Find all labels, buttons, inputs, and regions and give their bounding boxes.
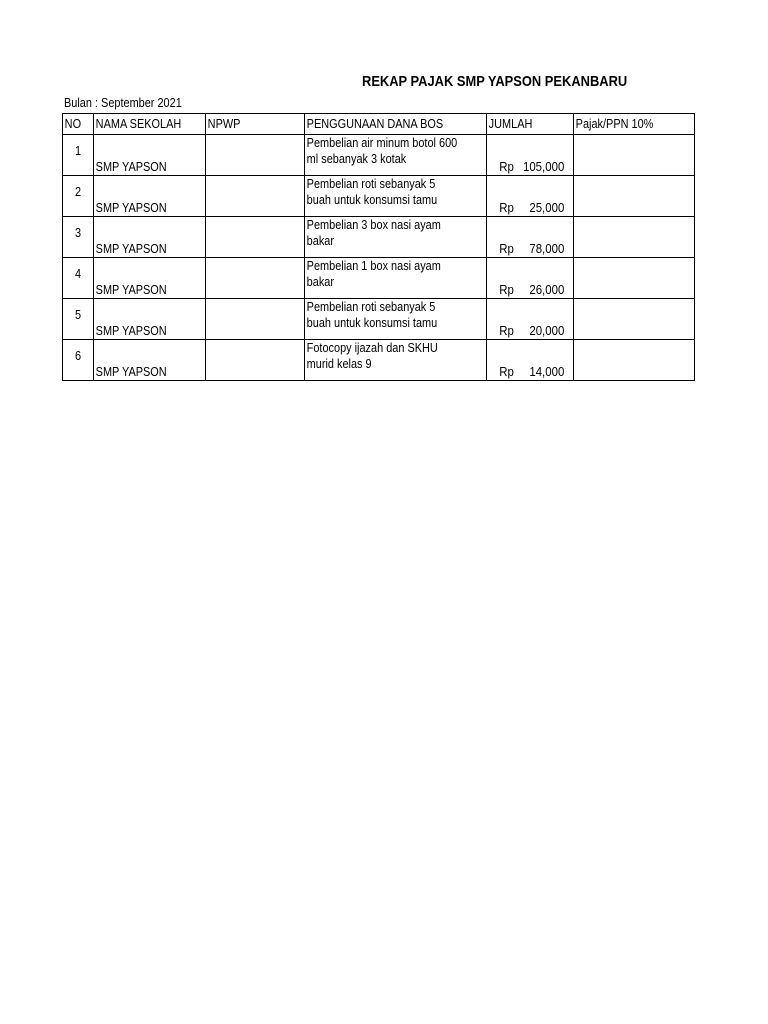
usage-line-1: Pembelian air minum botol 600 <box>306 135 458 150</box>
row-number: 2 <box>63 176 94 217</box>
table-header-row <box>63 114 695 135</box>
usage-cell <box>305 299 487 340</box>
school-name: SMP YAPSON <box>94 176 206 217</box>
tax-cell <box>574 176 695 217</box>
usage-cell <box>305 258 487 299</box>
currency-label: Rp <box>499 364 515 379</box>
amount-cell <box>487 258 574 299</box>
header-no: NO <box>63 114 94 135</box>
table-row <box>63 217 695 258</box>
usage-line-2: murid kelas 9 <box>306 356 372 371</box>
header-school: NAMA SEKOLAH <box>94 114 206 135</box>
tax-cell <box>574 135 695 176</box>
usage-cell <box>305 135 487 176</box>
amount-cell <box>487 340 574 381</box>
header-amount: JUMLAH <box>487 114 574 135</box>
npwp-cell <box>206 176 305 217</box>
npwp-cell <box>206 340 305 381</box>
amount-value: 78,000 <box>529 241 565 256</box>
school-name: SMP YAPSON <box>94 135 206 176</box>
tax-recap-table <box>62 113 695 381</box>
row-number: 1 <box>63 135 94 176</box>
npwp-cell <box>206 299 305 340</box>
usage-line-2: bakar <box>306 233 335 248</box>
usage-line-2: bakar <box>306 274 335 289</box>
tax-cell <box>574 258 695 299</box>
currency-label: Rp <box>499 200 515 215</box>
school-name: SMP YAPSON <box>94 258 206 299</box>
usage-line-1: Pembelian roti sebanyak 5 <box>306 299 436 314</box>
tax-cell <box>574 299 695 340</box>
usage-line-1: Pembelian 1 box nasi ayam <box>306 258 441 273</box>
amount-value: 20,000 <box>529 323 565 338</box>
row-number: 5 <box>63 299 94 340</box>
amount-value: 26,000 <box>529 282 565 297</box>
usage-line-1: Pembelian roti sebanyak 5 <box>306 176 436 191</box>
currency-label: Rp <box>499 241 515 256</box>
amount-cell <box>487 299 574 340</box>
tax-cell <box>574 340 695 381</box>
amount-value: 105,000 <box>523 159 565 174</box>
table-row <box>63 176 695 217</box>
row-number: 6 <box>63 340 94 381</box>
usage-line-1: Fotocopy ijazah dan SKHU <box>306 340 438 355</box>
month-label: Bulan : September 2021 <box>64 95 182 110</box>
table-row <box>63 299 695 340</box>
amount-cell <box>487 176 574 217</box>
school-name: SMP YAPSON <box>94 299 206 340</box>
table-row <box>63 135 695 176</box>
usage-cell <box>305 217 487 258</box>
usage-line-2: buah untuk konsumsi tamu <box>306 315 438 330</box>
header-npwp: NPWP <box>206 114 305 135</box>
usage-cell <box>305 340 487 381</box>
row-number: 3 <box>63 217 94 258</box>
usage-line-2: buah untuk konsumsi tamu <box>306 192 438 207</box>
npwp-cell <box>206 217 305 258</box>
table-row <box>63 340 695 381</box>
currency-label: Rp <box>499 282 515 297</box>
school-name: SMP YAPSON <box>94 340 206 381</box>
currency-label: Rp <box>499 323 515 338</box>
usage-line-2: ml sebanyak 3 kotak <box>306 151 407 166</box>
header-tax: Pajak/PPN 10% <box>574 114 695 135</box>
amount-cell <box>487 217 574 258</box>
npwp-cell <box>206 135 305 176</box>
amount-value: 25,000 <box>529 200 565 215</box>
document-title: REKAP PAJAK SMP YAPSON PEKANBARU <box>362 73 628 90</box>
header-usage: PENGGUNAAN DANA BOS <box>305 114 487 135</box>
amount-value: 14,000 <box>529 364 565 379</box>
usage-cell <box>305 176 487 217</box>
table-row <box>63 258 695 299</box>
tax-cell <box>574 217 695 258</box>
row-number: 4 <box>63 258 94 299</box>
amount-cell <box>487 135 574 176</box>
school-name: SMP YAPSON <box>94 217 206 258</box>
currency-label: Rp <box>499 159 515 174</box>
usage-line-1: Pembelian 3 box nasi ayam <box>306 217 441 232</box>
npwp-cell <box>206 258 305 299</box>
